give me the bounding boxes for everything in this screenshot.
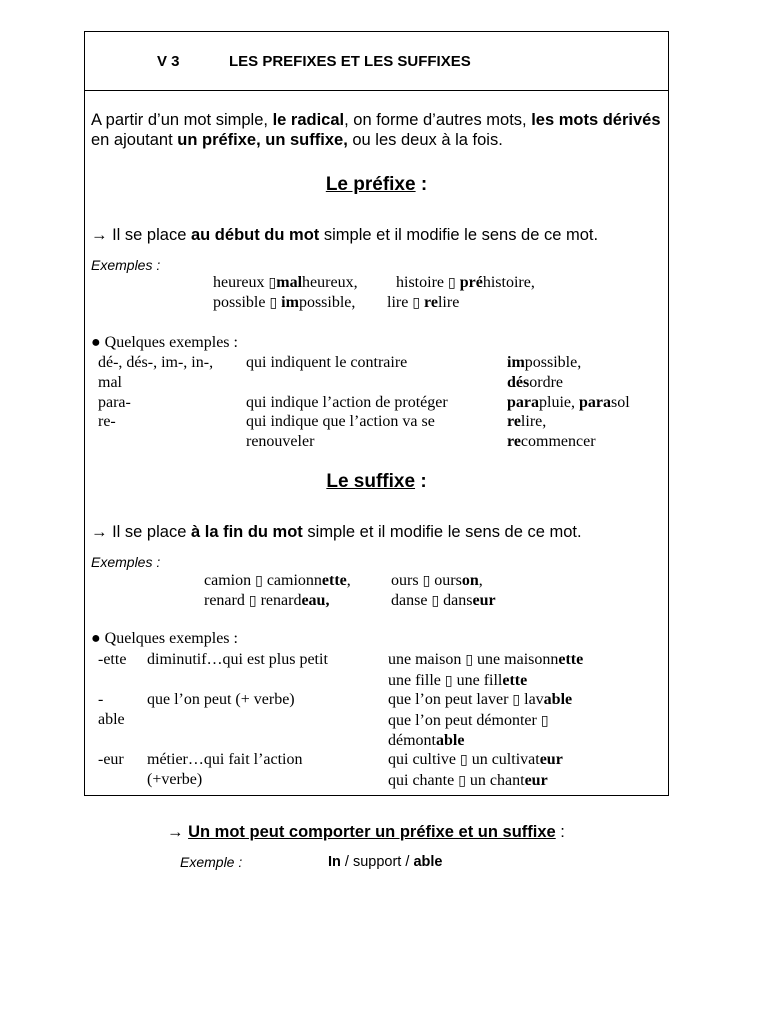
example-word: dans [439, 592, 473, 609]
example-affix: im [507, 354, 525, 371]
square-icon: ▯ [269, 295, 278, 311]
example-affix: able [413, 854, 443, 870]
page-title: LES PREFIXES ET LES SUFFIXES [229, 53, 471, 70]
meaning-cell: diminutif…qui est plus petit [147, 651, 328, 668]
prefix-example-line [387, 294, 459, 312]
example-affix: eur [524, 771, 548, 789]
prefix-example-line [396, 274, 535, 292]
example-affix: ette [321, 572, 347, 589]
example-word: une fille [388, 671, 445, 689]
affix-text: - [98, 691, 104, 708]
example-affix: In [328, 854, 341, 870]
summary-colon: : [555, 823, 565, 841]
example-word: possible [213, 294, 270, 311]
affix-text: dé-, dés-, im-, in-, [98, 354, 214, 371]
example-word: lav [520, 691, 544, 708]
prefix-examples-label: Exemples : [91, 257, 161, 273]
square-icon: ▯ [422, 573, 431, 589]
example-word: commencer [520, 432, 596, 450]
affix-cell: -ette [98, 651, 127, 668]
example-word: une maisonn [473, 651, 559, 668]
header [85, 32, 668, 91]
example-word: danse [391, 592, 432, 609]
example-affix: able [543, 691, 573, 708]
arrow-icon: → [91, 523, 108, 541]
example-word: possible, [298, 294, 356, 311]
intro-text: ou les deux à la fois. [347, 131, 503, 149]
example-word: démont [388, 732, 436, 749]
rule-bold: au début du mot [190, 226, 320, 244]
prefix-example-line [213, 294, 355, 312]
square-icon: ▯ [458, 772, 466, 789]
example-word: une fill [452, 671, 503, 689]
square-icon: ▯ [444, 672, 453, 689]
prefix-heading [85, 174, 668, 196]
rule-text: Il se place [107, 226, 191, 244]
example-cell [388, 750, 563, 791]
square-icon: ▯ [255, 573, 263, 589]
example-affix: eur [539, 751, 563, 768]
square-icon: ▯ [448, 275, 456, 291]
example-word: heureux, [302, 274, 358, 291]
example-affix: im [281, 294, 299, 311]
example-word: qui cultive [388, 751, 460, 768]
suffix-heading [85, 471, 668, 493]
lesson-frame [84, 31, 669, 796]
affix-cell: para- [98, 394, 131, 411]
square-icon: ▯ [459, 752, 468, 768]
example-word: lire [437, 294, 460, 311]
lesson-code: V 3 [157, 53, 180, 70]
example-affix: dés [507, 373, 530, 391]
meaning-text: métier…qui fait l’action [147, 751, 303, 768]
square-icon: ▯ [465, 652, 474, 668]
example-word: sol [611, 394, 630, 411]
square-icon: ▯ [540, 712, 549, 729]
summary-example [180, 854, 443, 870]
prefix-list-title: ● Quelques exemples : [91, 334, 238, 351]
suffix-example-line [391, 592, 496, 610]
example-word: , [346, 572, 351, 589]
example-word: , [478, 572, 483, 589]
intro-bold: le radical [272, 111, 345, 129]
example-cell [507, 353, 581, 392]
example-word: ours [391, 572, 423, 589]
suffix-example-line [204, 572, 351, 590]
example-cell [388, 650, 583, 691]
example-affix: re [507, 413, 521, 430]
square-icon: ▯ [431, 593, 440, 609]
square-icon: ▯ [248, 593, 257, 609]
suffix-title: Le suffixe [326, 471, 416, 492]
example-word: que l’on peut laver [388, 691, 513, 708]
affix-cell [98, 353, 213, 392]
intro-text: , on forme d’autres mots, [344, 111, 532, 129]
rule-text: Il se place [107, 523, 191, 541]
example-word: / support / [340, 854, 414, 870]
heading-colon: : [415, 471, 427, 492]
example-affix: pré [459, 274, 483, 291]
example-word: pluie, [539, 394, 579, 411]
meaning-cell: qui indique l’action de protéger [246, 394, 448, 411]
example-cell [388, 690, 572, 751]
example-word: heureux [213, 274, 269, 291]
rule-text: simple et il modifie le sens de ce mot. [302, 523, 582, 541]
affix-cell [98, 690, 125, 729]
meaning-cell [246, 412, 435, 451]
example-word: possible, [524, 354, 582, 371]
suffix-rule [91, 523, 582, 542]
example-word: camionn [262, 572, 322, 589]
example-word: ours [430, 572, 462, 589]
summary-rule [167, 823, 565, 842]
example-word: camion [204, 572, 256, 589]
example-affix: re [424, 294, 438, 311]
example-word: qui chante [388, 771, 459, 789]
rule-text: simple et il modifie le sens de ce mot. [319, 226, 599, 244]
example-word: histoire [396, 274, 448, 291]
meaning-text: qui indique que l’action va se [246, 413, 435, 430]
square-icon: ▯ [512, 692, 521, 708]
prefix-example-line [213, 274, 358, 292]
example-affix: re [507, 432, 521, 450]
intro-paragraph [91, 110, 661, 150]
suffix-list-title: ● Quelques exemples : [91, 630, 238, 647]
example-affix: mal [276, 274, 303, 291]
suffix-example-line [204, 592, 329, 610]
prefix-title: Le préfixe [325, 174, 416, 195]
example-affix: eau, [301, 592, 330, 609]
rule-bold: à la fin du mot [190, 523, 303, 541]
intro-text: en ajoutant [91, 131, 178, 149]
summary-text: Un mot peut comporter un préfixe et un suffixe [188, 823, 556, 841]
example-word: renard [204, 592, 249, 609]
example-affix: able [436, 732, 465, 749]
example-word: lire [387, 294, 413, 311]
arrow-icon: → [167, 823, 184, 841]
meaning-text: (+verbe) [147, 770, 203, 788]
meaning-cell: qui indiquent le contraire [246, 354, 408, 371]
square-icon: ▯ [268, 275, 277, 291]
example-word: histoire, [482, 274, 535, 291]
arrow-icon: → [91, 226, 108, 244]
example-affix: ette [558, 651, 584, 668]
intro-bold: les mots dérivés [531, 111, 661, 129]
meaning-cell [147, 750, 303, 789]
example-word: une maison [388, 651, 466, 668]
suffix-examples-label: Exemples : [91, 554, 161, 570]
example-cell [507, 412, 596, 451]
meaning-cell: que l’on peut (+ verbe) [147, 691, 295, 708]
example-word: ordre [529, 373, 563, 391]
example-word: lire, [520, 413, 547, 430]
example-cell [507, 393, 630, 413]
summary-example-word [328, 854, 442, 870]
example-affix: ette [502, 671, 528, 689]
intro-text: A partir d’un mot simple, [91, 111, 273, 129]
example-affix: on [461, 572, 479, 589]
square-icon: ▯ [412, 295, 421, 311]
suffix-example-line [391, 572, 483, 590]
intro-bold: un préfixe, un suffixe, [177, 131, 348, 149]
example-affix: para [579, 394, 611, 411]
affix-cell: re- [98, 413, 116, 430]
example-word: un cultivat [467, 751, 540, 768]
affix-text: mal [98, 373, 122, 391]
example-affix: eur [472, 592, 496, 609]
affix-text: able [98, 710, 125, 728]
prefix-rule [91, 226, 598, 245]
heading-colon: : [415, 174, 428, 195]
example-word: renard [256, 592, 302, 609]
example-word: un chant [465, 771, 525, 789]
affix-cell: -eur [98, 751, 124, 768]
example-word: que l’on peut démonter [388, 711, 541, 729]
example-affix: para [507, 394, 539, 411]
summary-example-label: Exemple : [180, 854, 243, 870]
meaning-text: renouveler [246, 432, 315, 450]
